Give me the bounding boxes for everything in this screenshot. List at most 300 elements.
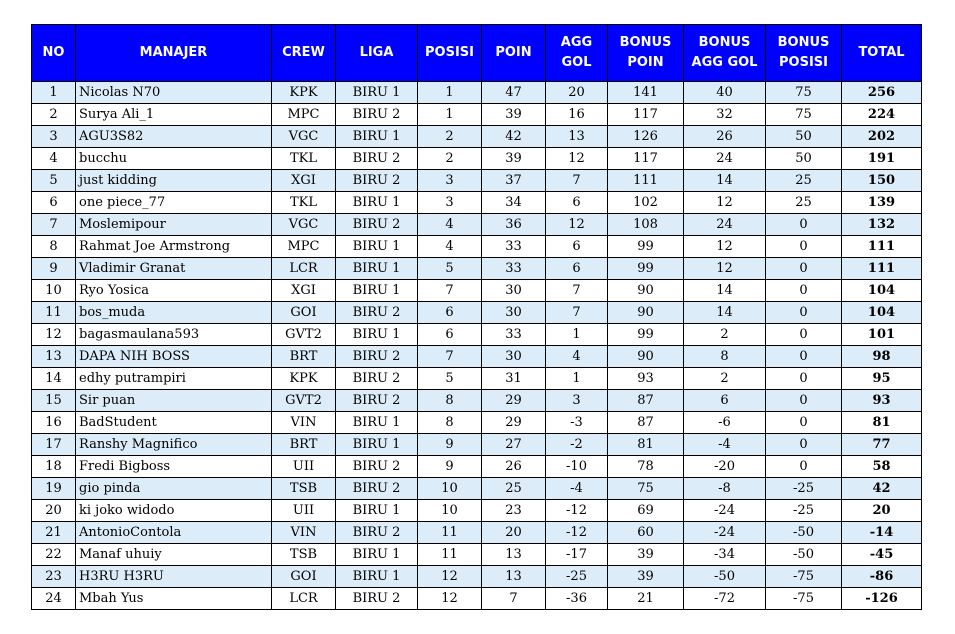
cell-bonus-poin: 21	[608, 588, 684, 610]
table-row	[32, 104, 922, 126]
cell-posisi: 11	[418, 522, 482, 544]
cell-bonus-poin: 141	[608, 82, 684, 104]
cell-bonus-poin: 93	[608, 368, 684, 390]
cell-crew: VIN	[272, 412, 336, 434]
cell-crew: MPC	[272, 236, 336, 258]
cell-bonus-posisi: 25	[766, 192, 842, 214]
cell-bonus-posisi: -50	[766, 544, 842, 566]
cell-total: 104	[842, 280, 922, 302]
cell-no: 12	[32, 324, 76, 346]
header-bonus-posisi-line1: BONUS	[777, 35, 830, 50]
cell-no: 7	[32, 214, 76, 236]
cell-no: 17	[32, 434, 76, 456]
header-total: TOTAL	[842, 25, 922, 82]
cell-crew: UII	[272, 500, 336, 522]
cell-bonus-agg-gol: 26	[684, 126, 766, 148]
cell-bonus-poin: 102	[608, 192, 684, 214]
cell-poin: 29	[482, 412, 546, 434]
cell-agg-gol: 6	[546, 236, 608, 258]
table-row	[32, 192, 922, 214]
cell-agg-gol: 13	[546, 126, 608, 148]
cell-bonus-poin: 126	[608, 126, 684, 148]
cell-posisi: 7	[418, 346, 482, 368]
cell-bonus-agg-gol: 24	[684, 214, 766, 236]
header-bonus-agg-gol	[684, 25, 766, 82]
cell-bonus-posisi: 0	[766, 412, 842, 434]
cell-no: 19	[32, 478, 76, 500]
cell-crew: TSB	[272, 478, 336, 500]
cell-bonus-agg-gol: 8	[684, 346, 766, 368]
cell-bonus-posisi: 0	[766, 280, 842, 302]
cell-liga: BIRU 1	[336, 566, 418, 588]
cell-liga: BIRU 2	[336, 522, 418, 544]
cell-bonus-agg-gol: 2	[684, 368, 766, 390]
header-crew: CREW	[272, 25, 336, 82]
cell-no: 8	[32, 236, 76, 258]
cell-posisi: 5	[418, 258, 482, 280]
cell-bonus-poin: 117	[608, 104, 684, 126]
table-row	[32, 170, 922, 192]
header-manajer: MANAJER	[76, 25, 272, 82]
cell-bonus-agg-gol: 14	[684, 170, 766, 192]
cell-bonus-agg-gol: 40	[684, 82, 766, 104]
cell-no: 13	[32, 346, 76, 368]
cell-agg-gol: 6	[546, 192, 608, 214]
header-bonus-agg-gol-line1: BONUS	[698, 35, 751, 50]
cell-manajer: just kidding	[76, 170, 272, 192]
cell-crew: KPK	[272, 368, 336, 390]
cell-bonus-agg-gol: -6	[684, 412, 766, 434]
cell-no: 22	[32, 544, 76, 566]
cell-manajer: DAPA NIH BOSS	[76, 346, 272, 368]
cell-bonus-poin: 39	[608, 566, 684, 588]
cell-manajer: Nicolas N70	[76, 82, 272, 104]
cell-bonus-posisi: -75	[766, 566, 842, 588]
cell-bonus-poin: 60	[608, 522, 684, 544]
cell-liga: BIRU 1	[336, 412, 418, 434]
cell-liga: BIRU 2	[336, 214, 418, 236]
cell-posisi: 1	[418, 104, 482, 126]
cell-bonus-poin: 90	[608, 280, 684, 302]
cell-total: -14	[842, 522, 922, 544]
table-row	[32, 368, 922, 390]
cell-liga: BIRU 2	[336, 588, 418, 610]
cell-agg-gol: 16	[546, 104, 608, 126]
cell-bonus-agg-gol: -24	[684, 500, 766, 522]
cell-bonus-posisi: 25	[766, 170, 842, 192]
header-agg-gol	[546, 25, 608, 82]
cell-bonus-agg-gol: 12	[684, 236, 766, 258]
cell-crew: TKL	[272, 148, 336, 170]
table-row	[32, 544, 922, 566]
cell-bonus-poin: 81	[608, 434, 684, 456]
cell-bonus-agg-gol: 24	[684, 148, 766, 170]
cell-no: 15	[32, 390, 76, 412]
cell-posisi: 8	[418, 412, 482, 434]
cell-total: -126	[842, 588, 922, 610]
header-no: NO	[32, 25, 76, 82]
cell-poin: 47	[482, 82, 546, 104]
cell-agg-gol: -36	[546, 588, 608, 610]
cell-poin: 36	[482, 214, 546, 236]
cell-manajer: Mbah Yus	[76, 588, 272, 610]
cell-posisi: 2	[418, 148, 482, 170]
table-row	[32, 566, 922, 588]
cell-liga: BIRU 2	[336, 104, 418, 126]
table-row	[32, 390, 922, 412]
cell-liga: BIRU 1	[336, 192, 418, 214]
cell-poin: 29	[482, 390, 546, 412]
cell-crew: GOI	[272, 566, 336, 588]
cell-crew: VGC	[272, 126, 336, 148]
cell-bonus-agg-gol: -34	[684, 544, 766, 566]
cell-posisi: 7	[418, 280, 482, 302]
cell-manajer: BadStudent	[76, 412, 272, 434]
table-row	[32, 214, 922, 236]
cell-manajer: Fredi Bigboss	[76, 456, 272, 478]
cell-manajer: edhy putrampiri	[76, 368, 272, 390]
header-liga: LIGA	[336, 25, 418, 82]
cell-agg-gol: -2	[546, 434, 608, 456]
cell-agg-gol: 12	[546, 214, 608, 236]
cell-manajer: gio pinda	[76, 478, 272, 500]
cell-no: 18	[32, 456, 76, 478]
cell-poin: 42	[482, 126, 546, 148]
cell-manajer: Ranshy Magnifico	[76, 434, 272, 456]
cell-posisi: 5	[418, 368, 482, 390]
cell-total: 111	[842, 236, 922, 258]
cell-total: 132	[842, 214, 922, 236]
cell-manajer: ki joko widodo	[76, 500, 272, 522]
cell-bonus-posisi: 75	[766, 82, 842, 104]
cell-agg-gol: -10	[546, 456, 608, 478]
cell-bonus-posisi: 0	[766, 456, 842, 478]
header-bonus-poin-line2: POIN	[627, 55, 664, 70]
cell-bonus-posisi: 0	[766, 368, 842, 390]
cell-bonus-posisi: 50	[766, 148, 842, 170]
cell-bonus-poin: 39	[608, 544, 684, 566]
table-row	[32, 258, 922, 280]
cell-liga: BIRU 2	[336, 346, 418, 368]
cell-total: 98	[842, 346, 922, 368]
cell-bonus-poin: 78	[608, 456, 684, 478]
cell-no: 3	[32, 126, 76, 148]
cell-agg-gol: -3	[546, 412, 608, 434]
cell-total: -86	[842, 566, 922, 588]
cell-bonus-posisi: 0	[766, 390, 842, 412]
cell-poin: 13	[482, 544, 546, 566]
cell-bonus-posisi: -25	[766, 500, 842, 522]
cell-crew: XGI	[272, 280, 336, 302]
cell-manajer: AntonioContola	[76, 522, 272, 544]
header-bonus-posisi-line2: POSISI	[779, 55, 828, 70]
cell-bonus-agg-gol: -4	[684, 434, 766, 456]
cell-posisi: 4	[418, 214, 482, 236]
table-row	[32, 302, 922, 324]
table-row	[32, 280, 922, 302]
cell-total: 104	[842, 302, 922, 324]
cell-no: 1	[32, 82, 76, 104]
cell-no: 2	[32, 104, 76, 126]
table-row	[32, 434, 922, 456]
cell-poin: 7	[482, 588, 546, 610]
standings-table	[31, 24, 922, 610]
header-bonus-poin-line1: BONUS	[619, 35, 672, 50]
cell-total: 139	[842, 192, 922, 214]
cell-crew: UII	[272, 456, 336, 478]
cell-poin: 33	[482, 258, 546, 280]
cell-bonus-posisi: 75	[766, 104, 842, 126]
cell-liga: BIRU 1	[336, 324, 418, 346]
cell-agg-gol: 7	[546, 280, 608, 302]
cell-posisi: 4	[418, 236, 482, 258]
cell-total: 202	[842, 126, 922, 148]
cell-bonus-agg-gol: 6	[684, 390, 766, 412]
cell-manajer: H3RU H3RU	[76, 566, 272, 588]
cell-poin: 30	[482, 302, 546, 324]
cell-agg-gol: 20	[546, 82, 608, 104]
cell-crew: XGI	[272, 170, 336, 192]
cell-no: 6	[32, 192, 76, 214]
cell-bonus-posisi: 0	[766, 258, 842, 280]
cell-manajer: one piece_77	[76, 192, 272, 214]
cell-manajer: Manaf uhuiy	[76, 544, 272, 566]
cell-liga: BIRU 2	[336, 478, 418, 500]
cell-total: 191	[842, 148, 922, 170]
table-row	[32, 412, 922, 434]
cell-agg-gol: -17	[546, 544, 608, 566]
cell-total: 93	[842, 390, 922, 412]
cell-bonus-agg-gol: 2	[684, 324, 766, 346]
cell-total: 256	[842, 82, 922, 104]
cell-poin: 31	[482, 368, 546, 390]
cell-poin: 30	[482, 280, 546, 302]
cell-crew: LCR	[272, 258, 336, 280]
cell-liga: BIRU 1	[336, 280, 418, 302]
cell-total: 150	[842, 170, 922, 192]
cell-total: 101	[842, 324, 922, 346]
cell-manajer: bos_muda	[76, 302, 272, 324]
cell-manajer: AGU3S82	[76, 126, 272, 148]
table-row	[32, 82, 922, 104]
cell-posisi: 1	[418, 82, 482, 104]
cell-agg-gol: -4	[546, 478, 608, 500]
cell-liga: BIRU 2	[336, 170, 418, 192]
cell-crew: VIN	[272, 522, 336, 544]
cell-manajer: bucchu	[76, 148, 272, 170]
cell-bonus-poin: 117	[608, 148, 684, 170]
cell-bonus-agg-gol: -72	[684, 588, 766, 610]
cell-bonus-posisi: -50	[766, 522, 842, 544]
cell-liga: BIRU 1	[336, 236, 418, 258]
cell-liga: BIRU 1	[336, 544, 418, 566]
cell-poin: 20	[482, 522, 546, 544]
cell-bonus-agg-gol: -24	[684, 522, 766, 544]
cell-liga: BIRU 2	[336, 302, 418, 324]
cell-crew: TSB	[272, 544, 336, 566]
cell-no: 23	[32, 566, 76, 588]
cell-poin: 25	[482, 478, 546, 500]
cell-agg-gol: 6	[546, 258, 608, 280]
cell-bonus-posisi: 0	[766, 346, 842, 368]
cell-agg-gol: 3	[546, 390, 608, 412]
cell-liga: BIRU 1	[336, 500, 418, 522]
cell-bonus-agg-gol: -50	[684, 566, 766, 588]
cell-total: -45	[842, 544, 922, 566]
cell-bonus-poin: 99	[608, 258, 684, 280]
cell-manajer: Moslemipour	[76, 214, 272, 236]
cell-bonus-agg-gol: 12	[684, 258, 766, 280]
cell-total: 42	[842, 478, 922, 500]
cell-no: 20	[32, 500, 76, 522]
cell-bonus-agg-gol: 12	[684, 192, 766, 214]
cell-poin: 23	[482, 500, 546, 522]
cell-crew: GOI	[272, 302, 336, 324]
cell-agg-gol: 1	[546, 324, 608, 346]
cell-total: 224	[842, 104, 922, 126]
cell-liga: BIRU 1	[336, 82, 418, 104]
cell-posisi: 9	[418, 456, 482, 478]
cell-posisi: 3	[418, 192, 482, 214]
cell-manajer: Vladimir Granat	[76, 258, 272, 280]
cell-bonus-poin: 69	[608, 500, 684, 522]
cell-bonus-agg-gol: 14	[684, 280, 766, 302]
table-row	[32, 478, 922, 500]
cell-bonus-posisi: 0	[766, 324, 842, 346]
cell-posisi: 6	[418, 324, 482, 346]
cell-agg-gol: 12	[546, 148, 608, 170]
cell-total: 58	[842, 456, 922, 478]
cell-no: 21	[32, 522, 76, 544]
header-bonus-agg-gol-line2: AGG GOL	[691, 55, 758, 70]
cell-poin: 30	[482, 346, 546, 368]
header-agg-gol-line1: AGG	[560, 35, 593, 50]
cell-bonus-agg-gol: 32	[684, 104, 766, 126]
cell-crew: LCR	[272, 588, 336, 610]
cell-bonus-poin: 75	[608, 478, 684, 500]
cell-no: 16	[32, 412, 76, 434]
table-row	[32, 148, 922, 170]
cell-poin: 13	[482, 566, 546, 588]
header-agg-gol-line2: GOL	[561, 55, 592, 70]
cell-crew: TKL	[272, 192, 336, 214]
cell-bonus-agg-gol: -20	[684, 456, 766, 478]
cell-bonus-posisi: -25	[766, 478, 842, 500]
cell-bonus-poin: 111	[608, 170, 684, 192]
cell-crew: BRT	[272, 434, 336, 456]
cell-no: 9	[32, 258, 76, 280]
cell-no: 24	[32, 588, 76, 610]
cell-posisi: 12	[418, 566, 482, 588]
cell-liga: BIRU 1	[336, 434, 418, 456]
table-row	[32, 236, 922, 258]
cell-poin: 33	[482, 324, 546, 346]
cell-posisi: 10	[418, 500, 482, 522]
cell-posisi: 12	[418, 588, 482, 610]
cell-liga: BIRU 2	[336, 368, 418, 390]
header-posisi: POSISI	[418, 25, 482, 82]
cell-liga: BIRU 1	[336, 126, 418, 148]
table-row	[32, 456, 922, 478]
cell-posisi: 9	[418, 434, 482, 456]
cell-liga: BIRU 2	[336, 148, 418, 170]
cell-manajer: Rahmat Joe Armstrong	[76, 236, 272, 258]
cell-bonus-agg-gol: 14	[684, 302, 766, 324]
header-bonus-posisi	[766, 25, 842, 82]
cell-crew: KPK	[272, 82, 336, 104]
cell-bonus-posisi: 0	[766, 302, 842, 324]
cell-liga: BIRU 1	[336, 258, 418, 280]
cell-no: 10	[32, 280, 76, 302]
cell-posisi: 10	[418, 478, 482, 500]
table-body	[32, 82, 922, 610]
cell-manajer: bagasmaulana593	[76, 324, 272, 346]
cell-total: 111	[842, 258, 922, 280]
cell-bonus-poin: 99	[608, 236, 684, 258]
cell-crew: VGC	[272, 214, 336, 236]
cell-crew: MPC	[272, 104, 336, 126]
cell-poin: 33	[482, 236, 546, 258]
table-row	[32, 346, 922, 368]
cell-agg-gol: -12	[546, 500, 608, 522]
cell-bonus-poin: 90	[608, 302, 684, 324]
cell-bonus-agg-gol: -8	[684, 478, 766, 500]
cell-manajer: Sir puan	[76, 390, 272, 412]
header-bonus-poin	[608, 25, 684, 82]
table-row	[32, 588, 922, 610]
cell-bonus-posisi: -75	[766, 588, 842, 610]
cell-poin: 39	[482, 104, 546, 126]
cell-agg-gol: -25	[546, 566, 608, 588]
table-row	[32, 522, 922, 544]
cell-poin: 26	[482, 456, 546, 478]
cell-agg-gol: 7	[546, 302, 608, 324]
cell-bonus-poin: 90	[608, 346, 684, 368]
cell-bonus-poin: 99	[608, 324, 684, 346]
cell-poin: 37	[482, 170, 546, 192]
cell-posisi: 2	[418, 126, 482, 148]
cell-total: 95	[842, 368, 922, 390]
cell-no: 5	[32, 170, 76, 192]
table-row	[32, 126, 922, 148]
header-row	[32, 25, 922, 82]
cell-bonus-poin: 108	[608, 214, 684, 236]
cell-bonus-poin: 87	[608, 412, 684, 434]
cell-crew: BRT	[272, 346, 336, 368]
cell-liga: BIRU 2	[336, 456, 418, 478]
cell-bonus-poin: 87	[608, 390, 684, 412]
cell-poin: 27	[482, 434, 546, 456]
cell-agg-gol: 7	[546, 170, 608, 192]
cell-poin: 34	[482, 192, 546, 214]
cell-manajer: Surya Ali_1	[76, 104, 272, 126]
cell-posisi: 8	[418, 390, 482, 412]
cell-bonus-posisi: 0	[766, 214, 842, 236]
table-row	[32, 324, 922, 346]
cell-manajer: Ryo Yosica	[76, 280, 272, 302]
header-poin: POIN	[482, 25, 546, 82]
cell-bonus-posisi: 0	[766, 236, 842, 258]
cell-no: 4	[32, 148, 76, 170]
cell-posisi: 3	[418, 170, 482, 192]
cell-posisi: 11	[418, 544, 482, 566]
cell-total: 81	[842, 412, 922, 434]
cell-agg-gol: 4	[546, 346, 608, 368]
table-row	[32, 500, 922, 522]
cell-posisi: 6	[418, 302, 482, 324]
cell-agg-gol: 1	[546, 368, 608, 390]
cell-no: 11	[32, 302, 76, 324]
